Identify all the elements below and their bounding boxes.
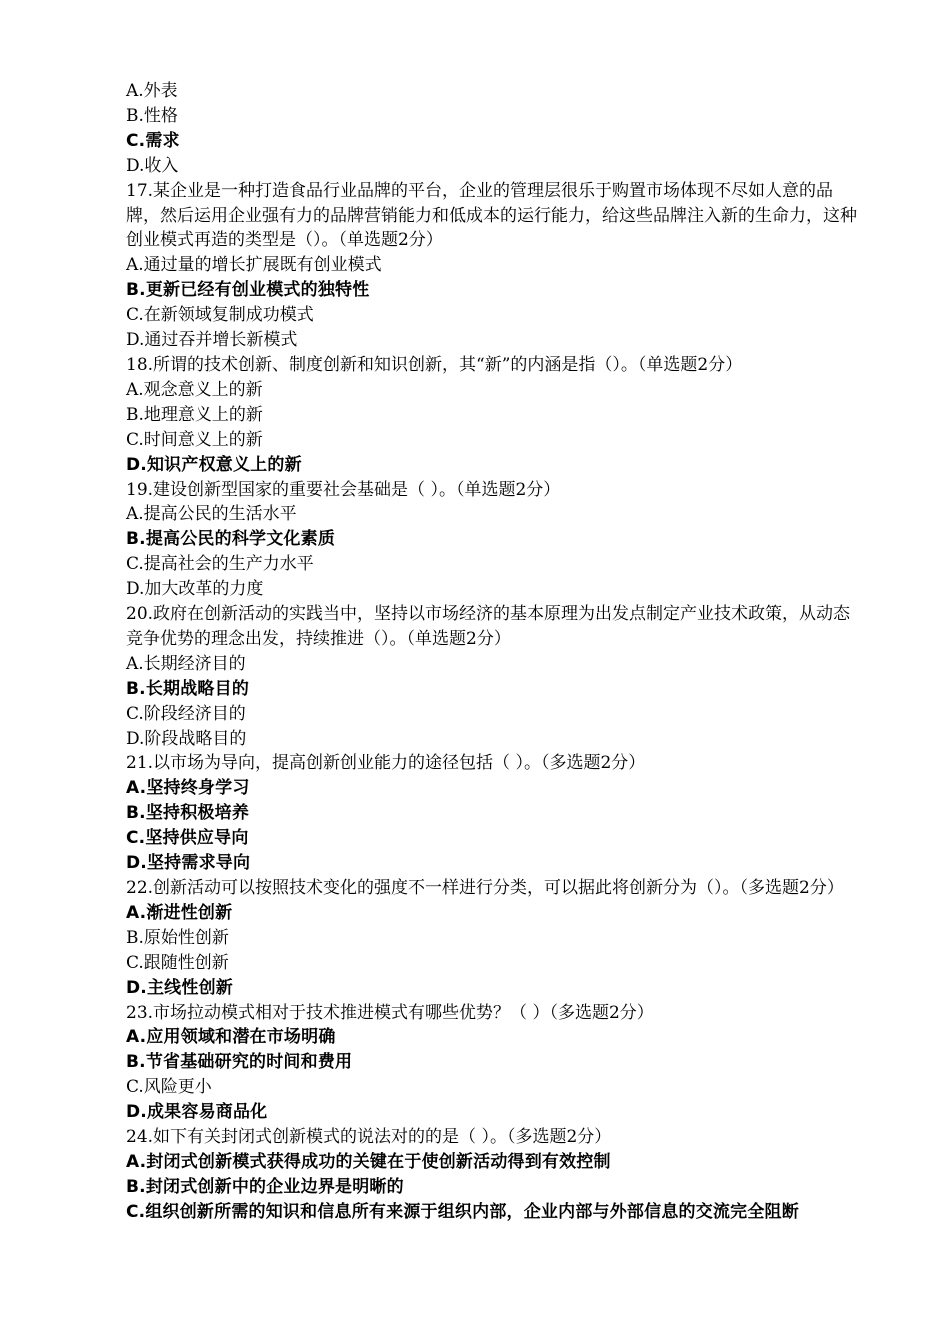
answer-option-selected: A.渐进性创新 — [126, 902, 233, 923]
question-text: 17.某企业是一种打造食品行业品牌的平台，企业的管理层很乐于购置市场体现不尽如人意的品牌，然后运用企业强有力的品牌营销能力和低成本的运行能力，给这些品牌注入新的生命力，这种创业模式再造的类型是（）。（单选题2分） — [126, 180, 857, 251]
answer-option-selected: B.提高公民的科学文化素质 — [126, 529, 336, 550]
document-page — [126, 79, 866, 1225]
answer-option: C.提高社会的生产力水平 — [126, 554, 314, 575]
answer-option: C.在新领域复制成功模式 — [126, 305, 314, 326]
answer-option: A.外表 — [126, 81, 178, 101]
answer-option: A.通过量的增长扩展既有创业模式 — [126, 255, 382, 276]
answer-option: B.原始性创新 — [126, 927, 229, 948]
question-text: 21.以市场为导向，提高创新创业能力的途径包括（ ）。（多选题2分） — [126, 753, 646, 774]
answer-option-selected: B.节省基础研究的时间和费用 — [126, 1052, 353, 1073]
answer-option: D.通过吞并增长新模式 — [126, 330, 298, 351]
answer-option-selected: D.坚持需求导向 — [126, 853, 251, 874]
answer-option-selected: A.应用领域和潜在市场明确 — [126, 1027, 336, 1048]
answer-option-selected: A.封闭式创新模式获得成功的关键在于使创新活动得到有效控制 — [126, 1151, 611, 1172]
answer-option: C.风险更小 — [126, 1077, 212, 1098]
answer-option-selected: C.坚持供应导向 — [126, 828, 249, 849]
question-text: 23.市场拉动模式相对于技术推进模式有哪些优势？（ ）（多选题2分） — [126, 1002, 654, 1023]
answer-option: C.跟随性创新 — [126, 952, 229, 973]
answer-option: A.提高公民的生活水平 — [126, 504, 297, 525]
answer-option: D.收入 — [126, 155, 179, 176]
question-text: 22.创新活动可以按照技术变化的强度不一样进行分类，可以据此将创新分为（）。（多选题2分） — [126, 878, 844, 898]
answer-option: C.阶段经济目的 — [126, 703, 246, 724]
answer-option-selected: B.更新已经有创业模式的独特性 — [126, 280, 370, 301]
question-text: 19.建设创新型国家的重要社会基础是（ ）。（单选题2分） — [126, 479, 561, 500]
question-text: 20.政府在创新活动的实践当中，坚持以市场经济的基本原理为出发点制定产业技术政策，从动态竞争优势的理念出发，持续推进（）。（单选题2分） — [126, 604, 851, 649]
answer-option: C.时间意义上的新 — [126, 429, 263, 450]
question-text: 18.所谓的技术创新、制度创新和知识创新，其“新”的内涵是指（）。（单选题2分） — [126, 354, 743, 375]
answer-option: B.性格 — [126, 105, 178, 126]
answer-option: A.观念意义上的新 — [126, 379, 263, 400]
answer-option-selected: D.知识产权意义上的新 — [126, 454, 302, 475]
answer-option-selected: D.主线性创新 — [126, 977, 233, 998]
answer-option-selected: C.需求 — [126, 130, 180, 151]
answer-option: A.长期经济目的 — [126, 653, 246, 674]
answer-option: B.地理意义上的新 — [126, 404, 263, 425]
answer-option-selected: D.成果容易商品化 — [126, 1102, 268, 1123]
answer-option: D.加大改革的力度 — [126, 579, 264, 600]
answer-option-selected: A.坚持终身学习 — [126, 778, 250, 799]
answer-option-selected: B.坚持积极培养 — [126, 803, 250, 824]
answer-option: D.阶段战略目的 — [126, 728, 247, 749]
answer-option-selected: B.封闭式创新中的企业边界是明晰的 — [126, 1176, 404, 1197]
question-text: 24.如下有关封闭式创新模式的说法对的的是（ ）。（多选题2分） — [126, 1127, 612, 1148]
answer-option-selected: B.长期战略目的 — [126, 678, 250, 699]
answer-option-selected: C.组织创新所需的知识和信息所有来源于组织内部，企业内部与外部信息的交流完全阻断 — [126, 1201, 799, 1222]
